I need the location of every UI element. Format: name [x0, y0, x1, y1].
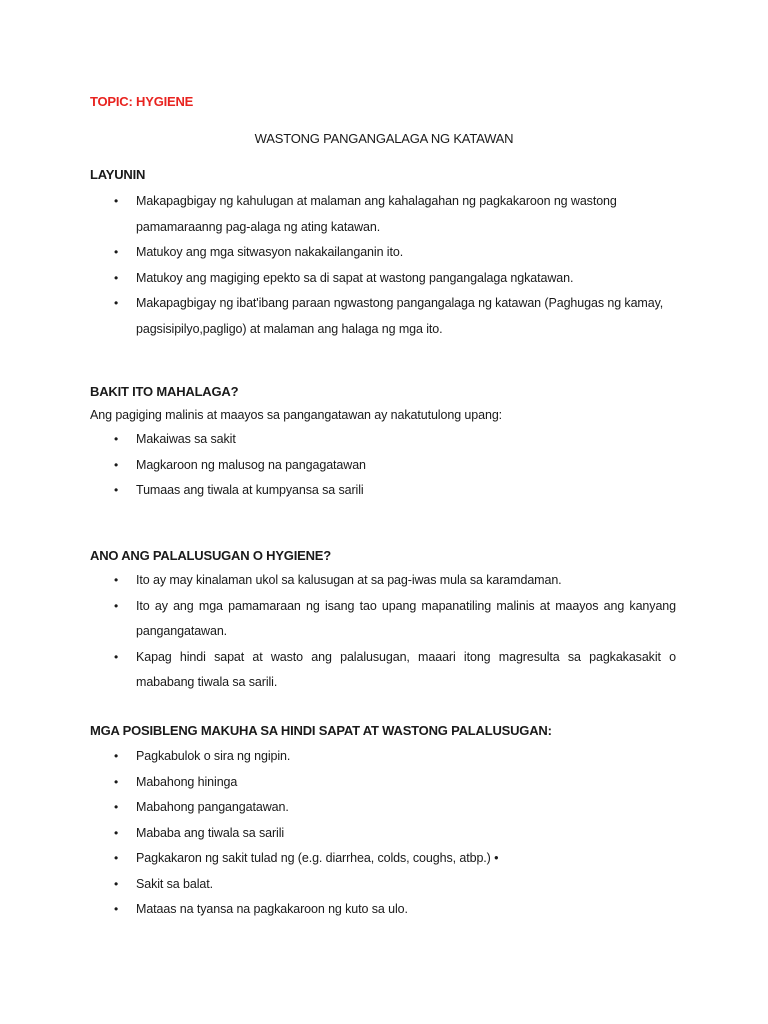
list-item: • Ito ay ang mga pamamaraan ng isang tao upang mapanatiling malinis at maayos ang kanyang pangangatawan. — [0, 594, 676, 645]
bullet-icon: • — [114, 825, 119, 840]
bullet-icon: • — [114, 457, 119, 472]
section-heading-bakit: BAKIT ITO MAHALAGA? — [90, 384, 239, 399]
bakit-list — [0, 427, 768, 504]
bullet-icon: • — [114, 649, 119, 664]
section-heading-ano: ANO ANG PALALUSUGAN O HYGIENE? — [90, 548, 332, 563]
list-item: • Pagkakaron ng sakit tulad ng (e.g. diarrhea, colds, coughs, atbp.) • — [0, 846, 676, 872]
list-item: • Makaiwas sa sakit — [0, 427, 676, 453]
bullet-icon: • — [114, 245, 119, 259]
bullet-icon: • — [114, 194, 119, 208]
list-item: • Pagkabulok o sira ng ngipin. — [0, 744, 676, 770]
bullet-icon: • — [114, 573, 119, 587]
bullet-icon: • — [114, 296, 119, 310]
document-title: WASTONG PANGANGALAGA NG KATAWAN — [254, 131, 514, 146]
list-item: • Mabahong hininga — [0, 770, 676, 796]
list-item: • Makapagbigay ng ibat'ibang paraan ngwastong pangangalaga ng katawan (Paghugas ng kamay, pagsisipilyo,pagligo) at malaman ang halaga ng mga ito. — [0, 291, 676, 342]
bullet-icon: • — [114, 483, 119, 497]
bullet-icon: • — [114, 598, 119, 613]
list-item: • Ito ay may kinalaman ukol sa kalusugan at sa pag-iwas mula sa karamdaman. — [0, 568, 676, 594]
list-item: • Matukoy ang magiging epekto sa di sapat at wastong pangangalaga ngkatawan. — [0, 266, 676, 292]
bullet-icon: • — [114, 876, 119, 891]
bullet-icon: • — [114, 432, 119, 446]
list-item: • Mabahong pangangatawan. — [0, 795, 676, 821]
list-item: • Kapag hindi sapat at wasto ang palalusugan, maaari itong magresulta sa pagkakasakit o mababang tiwala sa sarili. — [0, 645, 676, 696]
bullet-icon: • — [114, 902, 119, 916]
list-item: • Mababa ang tiwala sa sarili — [0, 821, 676, 847]
list-item: • Matukoy ang mga sitwasyon nakakailanganin ito. — [0, 240, 676, 266]
list-item: • Mataas na tyansa na pagkakaroon ng kuto sa ulo. — [0, 897, 676, 923]
posible-list — [0, 744, 768, 923]
bullet-icon: • — [114, 800, 119, 814]
section-heading-layunin: LAYUNIN — [90, 167, 146, 182]
topic-label: TOPIC: HYGIENE — [90, 94, 194, 109]
ano-list — [0, 568, 768, 696]
list-item: • Makapagbigay ng kahulugan at malaman ang kahalagahan ng pagkakaroon ng wastong pamamaraanng pag-alaga ng ating katawan. — [0, 189, 676, 240]
list-item: • Tumaas ang tiwala at kumpyansa sa sarili — [0, 478, 676, 504]
bullet-icon: • — [114, 851, 119, 865]
bullet-icon: • — [114, 774, 119, 789]
bullet-icon: • — [114, 749, 119, 763]
bullet-icon: • — [114, 270, 119, 285]
section-heading-posible: MGA POSIBLENG MAKUHA SA HINDI SAPAT AT WASTONG PALALUSUGAN: — [90, 723, 552, 738]
list-item: • Magkaroon ng malusog na pangagatawan — [0, 453, 676, 479]
layunin-list — [0, 189, 768, 342]
bakit-intro: Ang pagiging malinis at maayos sa pangangatawan ay nakatutulong upang: — [90, 408, 503, 422]
list-item: • Sakit sa balat. — [0, 872, 676, 898]
